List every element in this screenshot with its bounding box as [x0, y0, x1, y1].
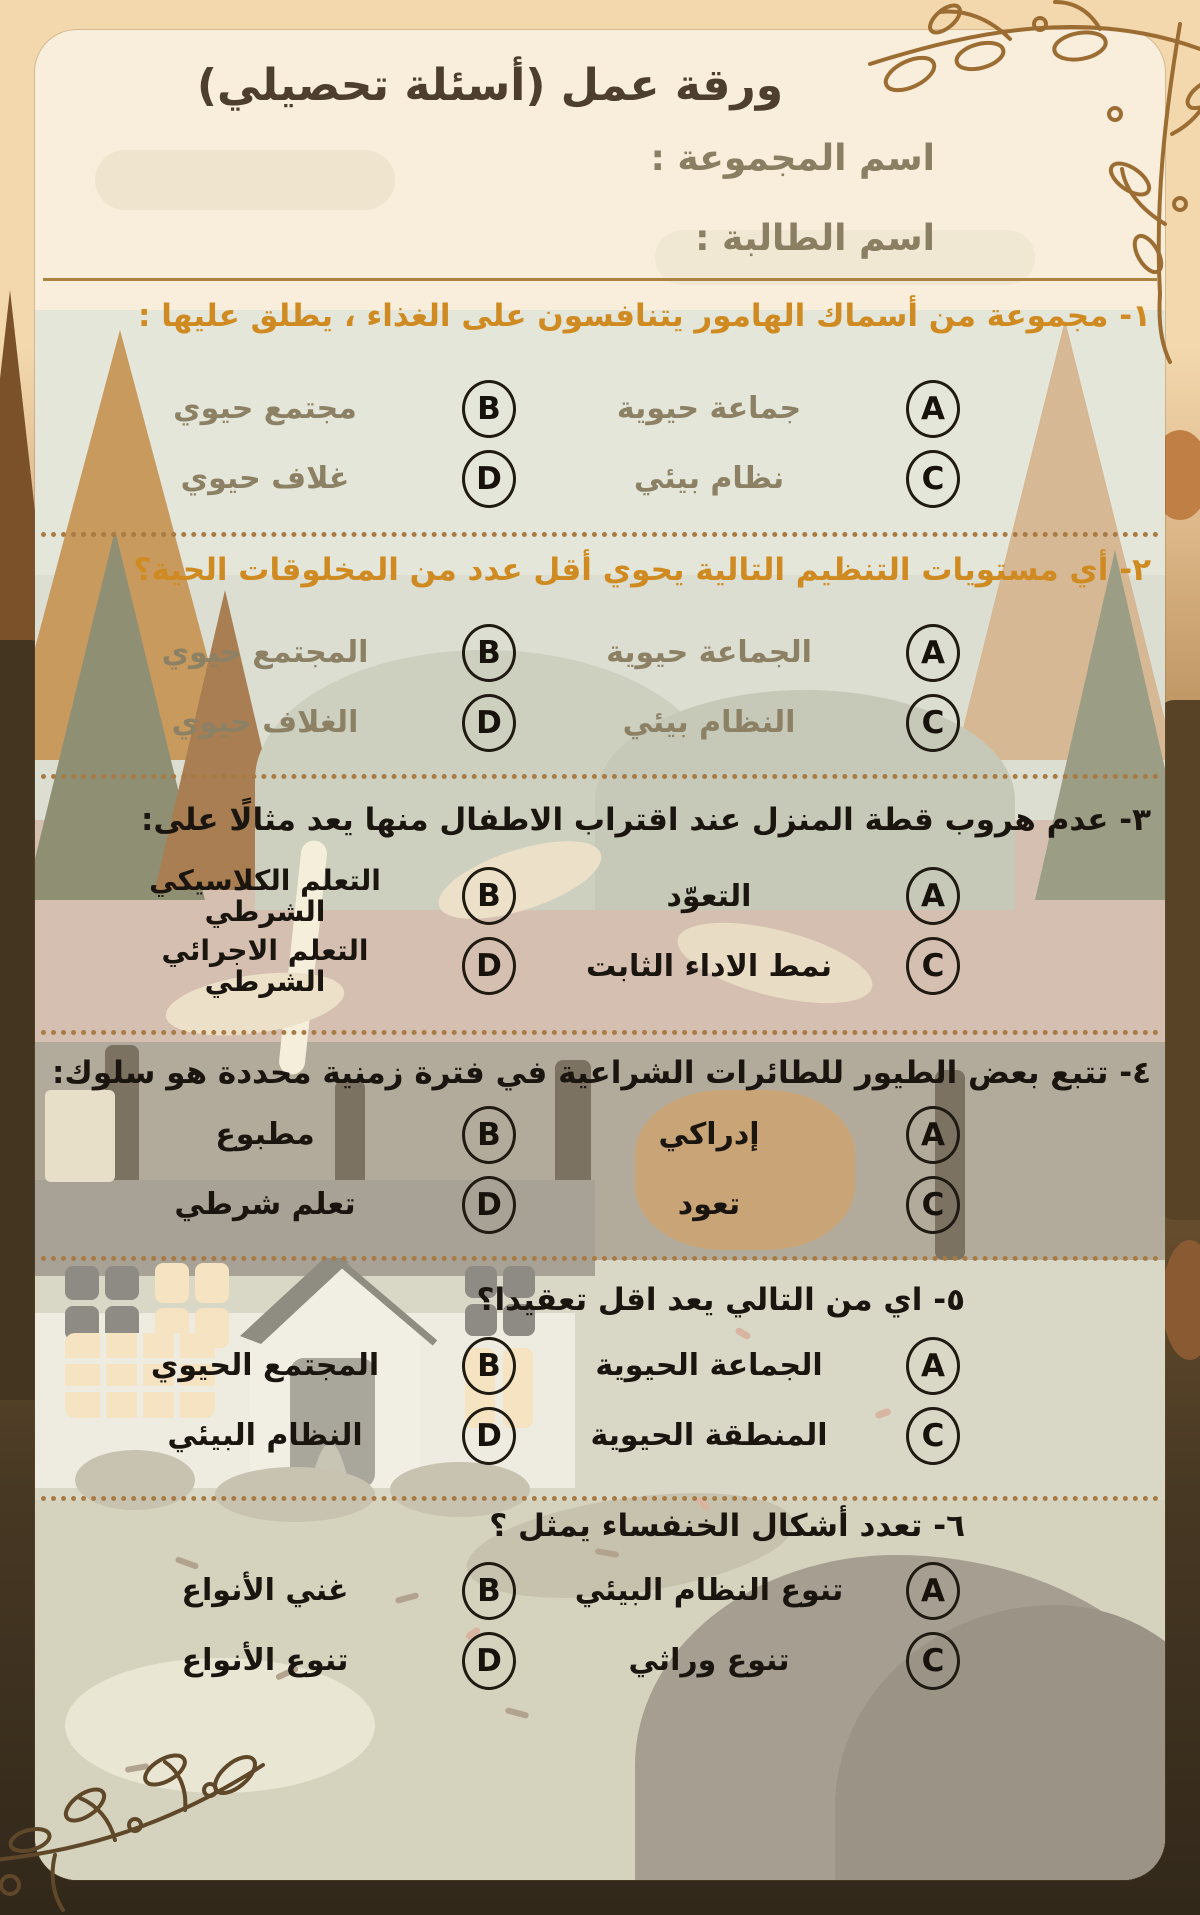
group-name-label: اسم المجموعة :: [650, 138, 935, 179]
option-row: [100, 1630, 960, 1692]
dotted-divider: [41, 1030, 1159, 1035]
answer-bubble-b[interactable]: B: [462, 1337, 516, 1395]
question-4-options: [100, 1104, 960, 1244]
option-label: غلاف حيوي: [180, 461, 350, 497]
option-label: المجتمع حيوي: [161, 635, 369, 671]
answer-bubble-c[interactable]: C: [906, 937, 960, 995]
answer-bubble-a[interactable]: A: [906, 624, 960, 682]
dotted-divider: [41, 774, 1159, 779]
option-label: تعود: [677, 1187, 741, 1223]
dotted-divider: [41, 1256, 1159, 1261]
option-label: النظام البيئي: [167, 1418, 363, 1454]
option-label: جماعة حيوية: [616, 391, 802, 427]
option-row: [100, 1405, 960, 1467]
answer-bubble-b[interactable]: B: [462, 380, 516, 438]
option-label: الجماعة الحيوية: [595, 1348, 823, 1384]
option-label: المنطقة الحيوية: [590, 1418, 828, 1454]
option-row: [100, 378, 960, 440]
answer-bubble-b[interactable]: B: [462, 1562, 516, 1620]
answer-bubble-d[interactable]: D: [462, 694, 516, 752]
student-name-label: اسم الطالبة :: [695, 218, 935, 259]
option-label: الجماعة حيوية: [606, 635, 812, 671]
page-title: ورقة عمل (أسئلة تحصيلي): [196, 60, 784, 111]
option-row: [100, 1104, 960, 1166]
question-3-text: ٣- عدم هروب قطة المنزل عند اقتراب الاطفال منها يعد مثالًا على:: [141, 802, 1151, 838]
question-4-text: ٤- تتبع بعض الطيور للطائرات الشراعية في فترة زمنية محددة هو سلوك:: [52, 1055, 1151, 1091]
answer-bubble-c[interactable]: C: [906, 694, 960, 752]
option-row: [100, 1560, 960, 1622]
option-row: [100, 935, 960, 997]
option-label: تنوع النظام البيئي: [574, 1573, 844, 1609]
question-3-options: [100, 865, 960, 1005]
option-label: التعلم الكلاسيكي الشرطي: [149, 864, 381, 929]
answer-bubble-a[interactable]: A: [906, 867, 960, 925]
option-label: التعلم الاجرائي الشرطي: [161, 934, 369, 999]
answer-bubble-d[interactable]: D: [462, 1407, 516, 1465]
question-5-text: ٥- اي من التالي يعد اقل تعقيدا؟: [476, 1282, 965, 1318]
answer-bubble-a[interactable]: A: [906, 380, 960, 438]
question-6-options: [100, 1560, 960, 1700]
question-1-text: ١- مجموعة من أسماك الهامور يتنافسون على الغذاء ، يطلق عليها :: [138, 298, 1151, 334]
answer-bubble-a[interactable]: A: [906, 1562, 960, 1620]
option-row: [100, 1335, 960, 1397]
option-label: نظام بيئي: [633, 461, 785, 497]
dotted-divider: [41, 532, 1159, 537]
option-label: غني الأنواع: [181, 1573, 349, 1609]
answer-bubble-d[interactable]: D: [462, 937, 516, 995]
option-label: التعوّد: [666, 878, 752, 914]
option-label: تنوع الأنواع: [181, 1643, 349, 1679]
option-label: المجتمع الحيوي: [150, 1348, 380, 1384]
background-leaf-shape: [1162, 1240, 1200, 1360]
dotted-divider: [41, 1496, 1159, 1501]
question-5-options: [100, 1335, 960, 1475]
branch-decoration-icon: [0, 1690, 295, 1915]
option-label: تعلم شرطي: [174, 1187, 356, 1223]
answer-bubble-c[interactable]: C: [906, 450, 960, 508]
option-row: [100, 448, 960, 510]
answer-bubble-d[interactable]: D: [462, 450, 516, 508]
option-row: [100, 1174, 960, 1236]
answer-bubble-c[interactable]: C: [906, 1632, 960, 1690]
option-label: مطبوع: [215, 1117, 315, 1153]
answer-bubble-b[interactable]: B: [462, 624, 516, 682]
question-2-options: [100, 622, 960, 762]
option-row: [100, 622, 960, 684]
branch-decoration-icon: [660, 0, 1200, 364]
answer-bubble-c[interactable]: C: [906, 1176, 960, 1234]
answer-bubble-c[interactable]: C: [906, 1407, 960, 1465]
answer-bubble-d[interactable]: D: [462, 1632, 516, 1690]
option-label: مجتمع حيوي: [173, 391, 357, 427]
answer-bubble-b[interactable]: B: [462, 1106, 516, 1164]
answer-bubble-a[interactable]: A: [906, 1106, 960, 1164]
answer-bubble-b[interactable]: B: [462, 867, 516, 925]
option-row: [100, 865, 960, 927]
question-6-text: ٦- تعدد أشكال الخنفساء يمثل ؟: [489, 1508, 965, 1544]
option-label: الغلاف حيوي: [171, 705, 359, 741]
answer-bubble-a[interactable]: A: [906, 1337, 960, 1395]
option-label: النظام بيئي: [622, 705, 796, 741]
question-2-text: ٢- أي مستويات التنظيم التالية يحوي أقل عدد من المخلوقات الحية؟: [133, 552, 1151, 588]
option-label: نمط الاداء الثابت: [585, 948, 833, 984]
option-row: [100, 692, 960, 754]
question-1-options: [100, 378, 960, 518]
option-label: تنوع وراثي: [628, 1643, 790, 1679]
option-label: إدراكي: [658, 1117, 760, 1153]
answer-bubble-d[interactable]: D: [462, 1176, 516, 1234]
